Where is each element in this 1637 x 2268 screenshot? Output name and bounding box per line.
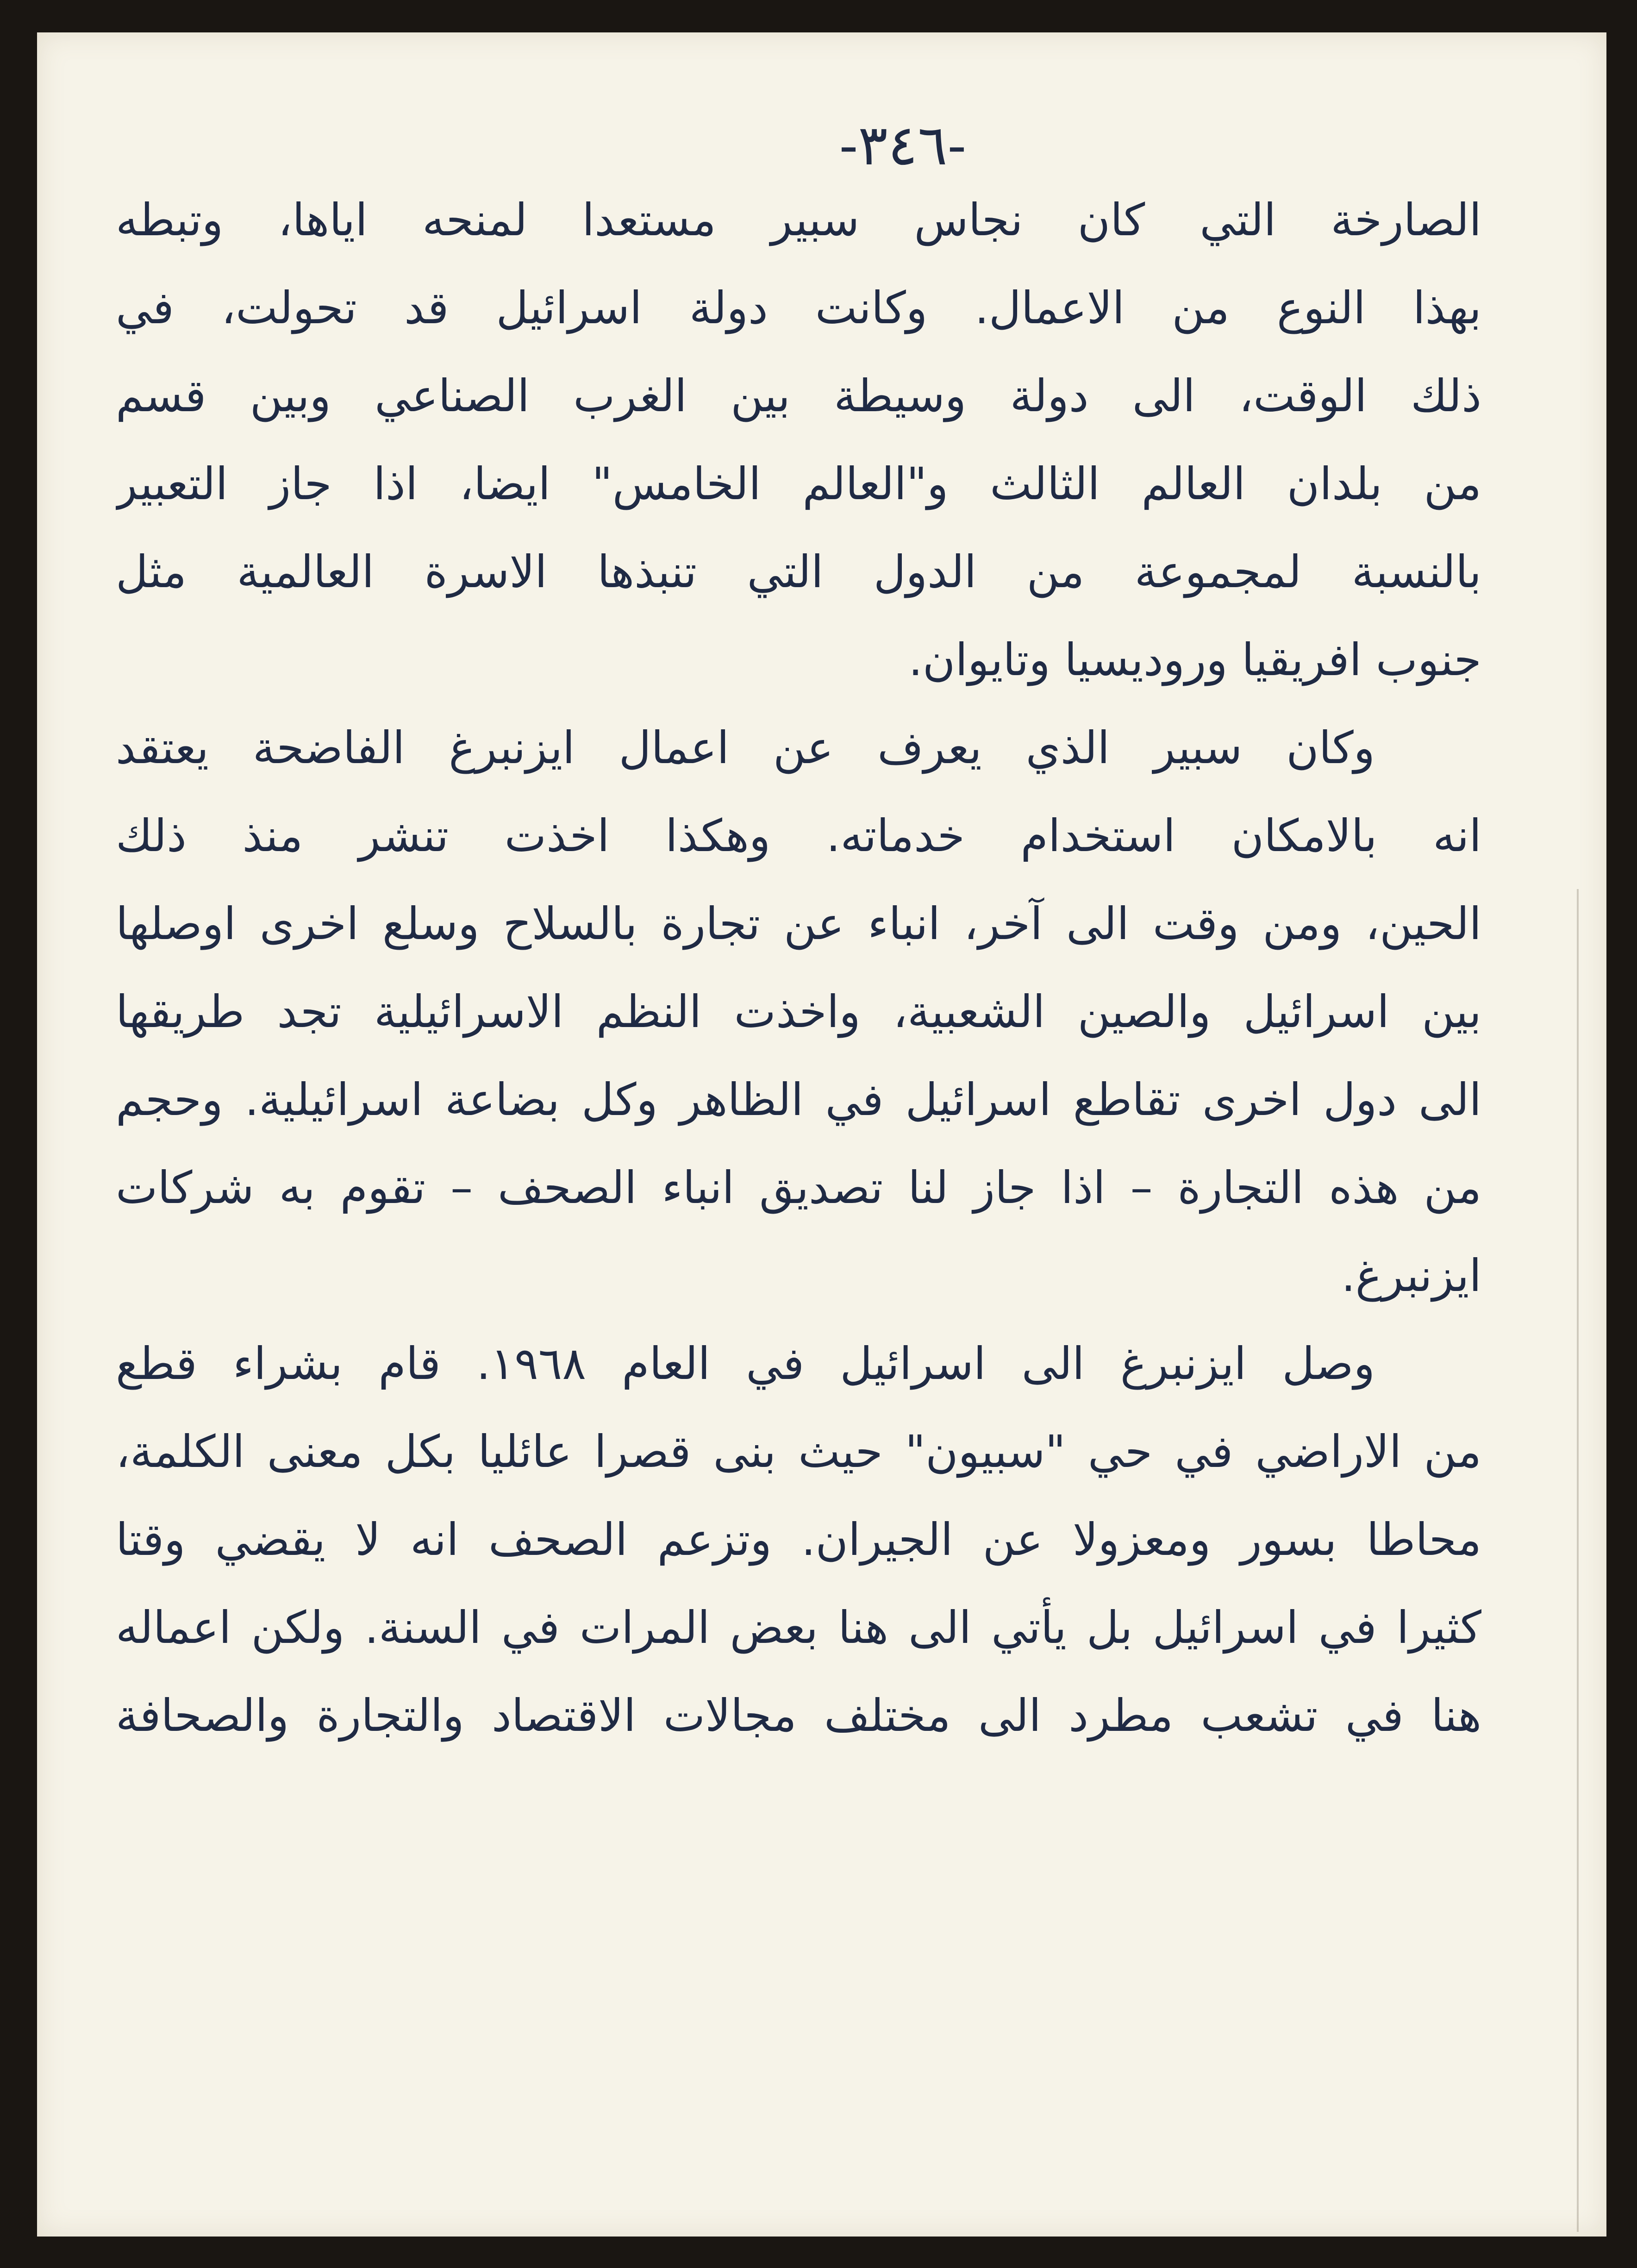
- paper-crease: [1577, 889, 1579, 2232]
- text-line: الصارخة التي كان نجاس سبير مستعدا لمنحه اياها، وتبطه: [116, 194, 1481, 246]
- text-line: جنوب افريقيا وروديسيا وتايوان.: [908, 634, 1481, 686]
- text-line: من هذه التجارة – اذا جاز لنا تصديق انباء الصحف – تقوم به شركات: [116, 1162, 1481, 1214]
- text-line: هنا في تشعب مطرد الى مختلف مجالات الاقتصاد والتجارة والصحافة: [116, 1690, 1481, 1742]
- handwritten-text-block: [116, 176, 1481, 1760]
- text-line: بهذا النوع من الاعمال. وكانت دولة اسرائيل قد تحولت، في: [116, 282, 1481, 334]
- text-line: من الاراضي في حي "سبيون" حيث بنى قصرا عائليا بكل معنى الكلمة،: [116, 1426, 1481, 1478]
- text-line: كثيرا في اسرائيل بل يأتي الى هنا بعض المرات في السنة. ولكن اعماله: [116, 1602, 1481, 1654]
- text-line: الحين، ومن وقت الى آخر، انباء عن تجارة بالسلاح وسلع اخرى اوصلها: [116, 898, 1481, 950]
- text-line: بالنسبة لمجموعة من الدول التي تنبذها الاسرة العالمية مثل: [116, 546, 1481, 598]
- text-line: وكان سبير الذي يعرف عن اعمال ايزنبرغ الفاضحة يعتقد: [116, 722, 1375, 774]
- text-line: ذلك الوقت، الى دولة وسيطة بين الغرب الصناعي وبين قسم: [116, 370, 1481, 422]
- text-line: وصل ايزنبرغ الى اسرائيل في العام ١٩٦٨. قام بشراء قطع: [116, 1338, 1375, 1390]
- text-line: انه بالامكان استخدام خدماته. وهكذا اخذت تنشر منذ ذلك: [116, 810, 1481, 862]
- page-number: -٣٤٦-: [839, 113, 967, 178]
- text-line: ايزنبرغ.: [1341, 1250, 1481, 1302]
- text-line: من بلدان العالم الثالث و"العالم الخامس" ايضا، اذا جاز التعبير: [116, 458, 1481, 510]
- text-line: محاطا بسور ومعزولا عن الجيران. وتزعم الصحف انه لا يقضي وقتا: [116, 1514, 1481, 1566]
- text-line: الى دول اخرى تقاطع اسرائيل في الظاهر وكل بضاعة اسرائيلية. وحجم: [116, 1074, 1481, 1126]
- text-line: بين اسرائيل والصين الشعبية، واخذت النظم الاسرائيلية تجد طريقها: [116, 986, 1481, 1038]
